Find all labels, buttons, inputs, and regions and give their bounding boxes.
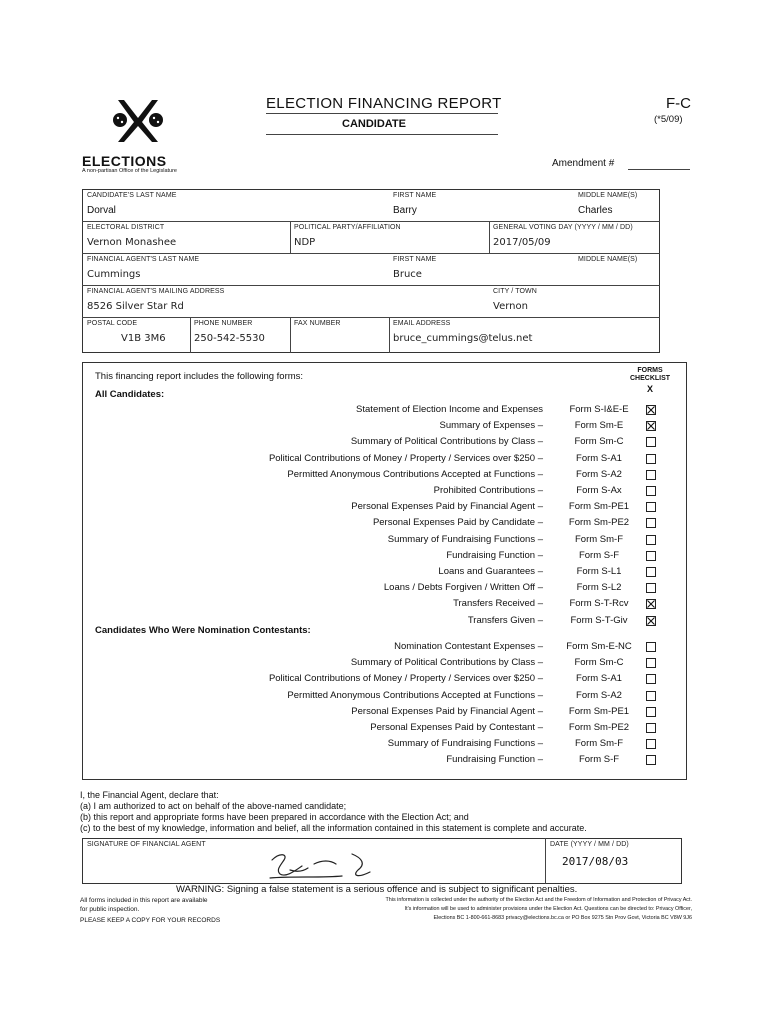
form-row <box>0 673 770 689</box>
form-description: Loans / Debts Forgiven / Written Off – <box>383 582 543 594</box>
agent-last-name[interactable]: Cummings <box>87 269 141 280</box>
warning-text: WARNING: Signing a false statement is a serious offence and is subject to significant penalties. <box>176 884 578 895</box>
report-subtitle: CANDIDATE <box>342 118 406 130</box>
candidate-middle-name-label: MIDDLE NAME(S) <box>578 192 638 199</box>
logo-tagline: A non-partisan Office of the Legislature <box>82 168 177 174</box>
candidate-last-name-label: CANDIDATE'S LAST NAME <box>87 192 177 199</box>
form-row <box>0 404 770 420</box>
agent-middle-name-label: MIDDLE NAME(S) <box>578 256 638 263</box>
footer-right-1: This information is collected under the authority of the Election Act and the Freedom of Information and Protection of Privacy Act. <box>385 897 692 903</box>
agent-last-name-label: FINANCIAL AGENT'S LAST NAME <box>87 256 200 263</box>
email-label: EMAIL ADDRESS <box>393 320 451 327</box>
email-value[interactable]: bruce_cummings@telus.net <box>393 333 533 344</box>
form-checkbox[interactable] <box>646 658 656 668</box>
form-code: Form Sm-C <box>574 657 624 669</box>
form-checkbox[interactable] <box>646 567 656 577</box>
forms-intro: This financing report includes the following forms: <box>95 371 304 382</box>
all-candidates-heading: All Candidates: <box>95 389 165 400</box>
form-description: Fundraising Function – <box>446 549 543 561</box>
agent-city-label: CITY / TOWN <box>493 288 537 295</box>
form-checkbox[interactable] <box>646 739 656 749</box>
candidate-last-name[interactable]: Dorval <box>87 205 116 216</box>
agent-first-name-label: FIRST NAME <box>393 256 437 263</box>
form-description: Summary of Fundraising Functions – <box>387 738 543 750</box>
agent-signature[interactable] <box>262 848 392 882</box>
form-code: Form S-T-Rcv <box>569 598 629 610</box>
form-row <box>0 501 770 517</box>
form-description: Prohibited Contributions – <box>433 485 543 496</box>
agent-address-label: FINANCIAL AGENT'S MAILING ADDRESS <box>87 288 225 295</box>
agent-first-name[interactable]: Bruce <box>393 269 422 280</box>
form-row <box>0 722 770 738</box>
declaration-intro: I, the Financial Agent, declare that: <box>80 790 219 800</box>
form-code: F-C <box>666 95 691 112</box>
form-checkbox[interactable] <box>646 502 656 512</box>
voting-day-label: GENERAL VOTING DAY (YYYY / MM / DD) <box>493 224 633 231</box>
footer-left-1: All forms included in this report are available <box>80 897 208 904</box>
form-row <box>0 690 770 706</box>
form-checkbox[interactable] <box>646 707 656 717</box>
form-row <box>0 453 770 469</box>
form-description: Personal Expenses Paid by Contestant – <box>370 722 543 733</box>
declaration-c: (c) to the best of my knowledge, information and belief, all the information contained in this statement is complete and accurate. <box>80 823 587 833</box>
check-x-icon <box>647 617 655 625</box>
form-row <box>0 420 770 436</box>
footer-left-2: for public inspection. <box>80 906 140 913</box>
party-label: POLITICAL PARTY/AFFILIATION <box>294 224 401 231</box>
footer-left-3: PLEASE KEEP A COPY FOR YOUR RECORDS <box>80 917 221 924</box>
report-title: ELECTION FINANCING REPORT <box>266 95 502 112</box>
form-description: Summary of Expenses – <box>439 420 543 432</box>
form-description: Political Contributions of Money / Property / Services over $250 – <box>268 452 543 464</box>
form-checkbox[interactable] <box>646 405 656 415</box>
form-code: Form S-Ax <box>576 485 622 496</box>
agent-city[interactable]: Vernon <box>493 301 528 312</box>
form-row <box>0 550 770 566</box>
form-row <box>0 436 770 452</box>
phone-label: PHONE NUMBER <box>194 320 253 327</box>
check-x-icon <box>647 406 655 414</box>
form-row <box>0 534 770 550</box>
form-code: Form S-L2 <box>576 582 622 594</box>
footer-right-3: Elections BC 1-800-661-8683 privacy@elections.bc.ca or PO Box 9275 Stn Prov Govt, Victoria BC V8W 9J6 <box>433 915 692 921</box>
form-checkbox[interactable] <box>646 616 656 626</box>
voting-day-value[interactable]: 2017/05/09 <box>493 237 551 248</box>
form-description: Permitted Anonymous Contributions Accepted at Functions – <box>287 689 543 701</box>
info-grid <box>82 189 660 353</box>
form-code: Form S-A1 <box>576 673 622 685</box>
checklist-header: FORMS CHECKLIST X <box>630 367 671 394</box>
form-checkbox[interactable] <box>646 454 656 464</box>
agent-address[interactable]: 8526 Silver Star Rd <box>87 301 184 312</box>
form-description: Personal Expenses Paid by Financial Agent – <box>351 705 543 717</box>
postal-code[interactable]: V1B 3M6 <box>121 333 166 344</box>
form-checkbox[interactable] <box>646 583 656 593</box>
date-label: DATE (YYYY / MM / DD) <box>550 841 629 848</box>
party-value[interactable]: NDP <box>294 237 316 248</box>
form-description: Permitted Anonymous Contributions Accepted at Functions – <box>287 468 543 480</box>
form-checkbox[interactable] <box>646 470 656 480</box>
form-checkbox[interactable] <box>646 755 656 765</box>
date-value[interactable]: 2017/08/03 <box>562 855 629 868</box>
form-code: Form Sm-E-NC <box>566 641 632 652</box>
form-row <box>0 469 770 485</box>
form-checkbox[interactable] <box>646 421 656 431</box>
form-code: Form S-F <box>578 549 620 561</box>
form-row <box>0 598 770 614</box>
form-code: Form Sm-C <box>574 436 624 448</box>
form-code: Form Sm-PE2 <box>568 517 630 529</box>
form-code: Form S-A2 <box>576 689 622 701</box>
form-code: Form S-T-Giv <box>570 614 628 626</box>
candidate-first-name-label: FIRST NAME <box>393 192 437 199</box>
form-code: Form S-A1 <box>576 452 622 464</box>
declaration-b: (b) this report and appropriate forms have been prepared in accordance with the Election Act; and <box>80 812 469 822</box>
form-code: Form Sm-F <box>574 738 624 750</box>
amendment-label: Amendment # <box>552 158 615 169</box>
elections-bc-logo <box>108 98 170 144</box>
form-checkbox[interactable] <box>646 486 656 496</box>
form-code: Form Sm-PE1 <box>568 705 630 717</box>
form-code: Form Sm-F <box>574 533 624 545</box>
form-code: Form Sm-PE2 <box>568 722 630 733</box>
form-row <box>0 706 770 722</box>
form-code: Form S-L1 <box>576 566 622 577</box>
candidate-first-name[interactable]: Barry <box>393 205 417 216</box>
form-code: Form S-A2 <box>576 468 622 480</box>
form-description: Transfers Received – <box>453 598 543 610</box>
form-checkbox[interactable] <box>646 518 656 528</box>
form-version: (*5/09) <box>654 114 683 125</box>
form-row <box>0 582 770 598</box>
form-description: Summary of Fundraising Functions – <box>387 533 543 545</box>
check-x-icon <box>647 600 655 608</box>
form-description: Personal Expenses Paid by Financial Agent – <box>351 501 543 513</box>
form-row <box>0 754 770 770</box>
district-label: ELECTORAL DISTRICT <box>87 224 165 231</box>
logo-text: ELECTIONS <box>82 153 167 169</box>
form-code: Form S-I&E-E <box>569 404 629 415</box>
form-checkbox[interactable] <box>646 674 656 684</box>
candidate-middle-name[interactable]: Charles <box>578 205 613 216</box>
form-row <box>0 566 770 582</box>
form-checkbox[interactable] <box>646 723 656 733</box>
form-description: Personal Expenses Paid by Candidate – <box>372 517 543 529</box>
form-description: Fundraising Function – <box>446 754 543 766</box>
form-description: Statement of Election Income and Expenses <box>356 404 543 415</box>
form-checkbox[interactable] <box>646 535 656 545</box>
district-value[interactable]: Vernon Monashee <box>87 237 177 248</box>
form-row <box>0 517 770 533</box>
form-code: Form S-F <box>578 754 620 766</box>
form-code: Form Sm-PE1 <box>568 501 630 513</box>
nomination-heading: Candidates Who Were Nomination Contestants: <box>95 625 311 636</box>
form-row <box>0 738 770 754</box>
form-row <box>0 641 770 657</box>
postal-code-label: POSTAL CODE <box>87 320 138 327</box>
signature-label: SIGNATURE OF FINANCIAL AGENT <box>87 841 206 848</box>
form-row <box>0 485 770 501</box>
form-description: Nomination Contestant Expenses – <box>394 641 543 652</box>
footer-right-2: It's information will be used to administer provisions under the Election Act. Questions can be directed to: Privacy Officer, <box>404 906 692 912</box>
fax-label: FAX NUMBER <box>294 320 341 327</box>
form-checkbox[interactable] <box>646 642 656 652</box>
form-description: Loans and Guarantees – <box>438 566 543 577</box>
form-checkbox[interactable] <box>646 551 656 561</box>
form-checkbox[interactable] <box>646 437 656 447</box>
form-description: Summary of Political Contributions by Class – <box>350 657 543 669</box>
form-row <box>0 657 770 673</box>
declaration-a: (a) I am authorized to act on behalf of the above-named candidate; <box>80 801 347 811</box>
phone-value[interactable]: 250-542-5530 <box>194 333 265 344</box>
form-description: Political Contributions of Money / Property / Services over $250 – <box>268 673 543 685</box>
form-checkbox[interactable] <box>646 599 656 609</box>
form-description: Transfers Given – <box>467 614 543 626</box>
form-description: Summary of Political Contributions by Class – <box>350 436 543 448</box>
amendment-field[interactable] <box>628 169 690 170</box>
form-code: Form Sm-E <box>574 420 624 432</box>
check-x-icon <box>647 422 655 430</box>
form-checkbox[interactable] <box>646 691 656 701</box>
